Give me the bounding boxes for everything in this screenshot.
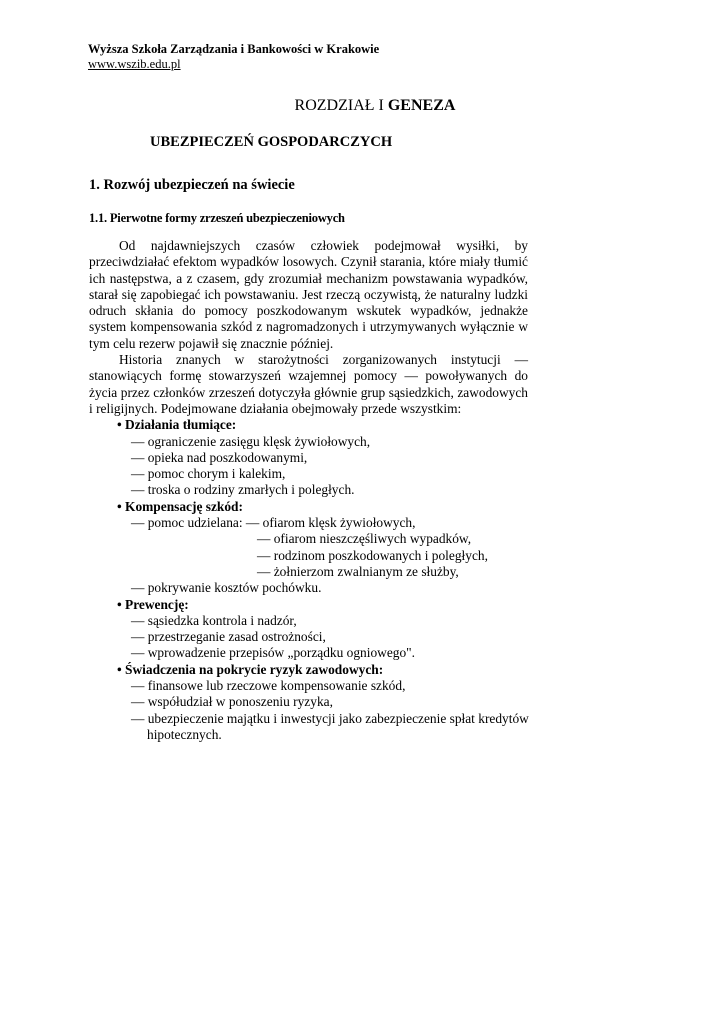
subsection-heading: 1.1. Pierwotne formy zrzeszeń ubezpieczeniowych [89,211,345,225]
list-item: — troska o rodziny zmarłych i poległych. [131,482,355,498]
paragraph-1: Od najdawniejszych czasów człowiek podejmował wysiłki, by przeciwdziałać efektom wypadków losowych. Czynił starania, które miały tłumić ich następstwa, a z czasem, gdy zrozumiał mechanizm powstawania wypadków, starał się zapobiegać ich powstawaniu. Jest rzeczą oczywistą, że naturalny ludzki odruch skłania do pomocy poszkodowanym wskutek wypadków, jednakże system kompensowania szkód z nagromadzonych i utrzymywanych wyłącznie w tym celu rezerw pojawił się znacznie później. [89,238,528,351]
list-group-title: • Prewencję: [117,596,189,612]
body-text [89,238,528,743]
list-group-title: • Kompensację szkód: [117,498,243,514]
list-item: — wprowadzenie przepisów „porządku ogniowego". [131,645,415,661]
institution-url[interactable]: www.wszib.edu.pl [88,57,181,71]
list-item: — przestrzeganie zasad ostrożności, [131,629,326,645]
list-group-title: • Świadczenia na pokrycie ryzyk zawodowych: [117,661,384,677]
list-item: — współudział w ponoszeniu ryzyka, [131,694,333,710]
activities-list [89,417,528,743]
chapter-title-prefix: ROZDZIAŁ I [294,97,388,114]
list-item: — ograniczenie zasięgu klęsk żywiołowych, [131,433,371,449]
chapter-title-main: GENEZA [387,97,456,114]
list-group-title: • Działania tłumiące: [117,417,237,433]
list-item: — sąsiedzka kontrola i nadzór, [131,612,297,628]
list-subitem: — żołnierzom zwalnianym ze służby, [257,563,459,579]
list-item: — finansowe lub rzeczowe kompensowanie szkód, [131,678,406,694]
list-item: — pomoc chorym i kalekim, [131,466,286,482]
chapter-title [0,97,724,115]
list-item: — pokrywanie kosztów pochówku. [131,580,322,596]
institution-name: Wyższa Szkoła Zarządzania i Bankowości w Krakowie [88,42,380,56]
list-item: — opieka nad poszkodowanymi, [131,449,308,465]
list-item-continuation: hipotecznych. [147,726,222,742]
list-subitem: — rodzinom poszkodowanych i poległych, [257,547,488,563]
list-item: — ubezpieczenie majątku i inwestycji jako zabezpieczenie spłat kredytów [131,710,529,726]
list-subitem: — ofiarom nieszczęśliwych wypadków, [257,531,472,547]
chapter-subtitle: UBEZPIECZEŃ GOSPODARCZYCH [150,134,393,150]
paragraph-2: Historia znanych w starożytności zorganizowanych instytucji — stanowiących formę stowarzyszeń wzajemnej pomocy — powoływanych do życia przez członków zrzeszeń dotyczyła głównie grup sąsiedzkich, zawodowych i religijnych. Podejmowane działania obejmowały przede wszystkim: [89,352,528,416]
section-heading: 1. Rozwój ubezpieczeń na świecie [89,177,295,193]
list-item: — pomoc udzielana: — ofiarom klęsk żywiołowych, [131,515,416,531]
